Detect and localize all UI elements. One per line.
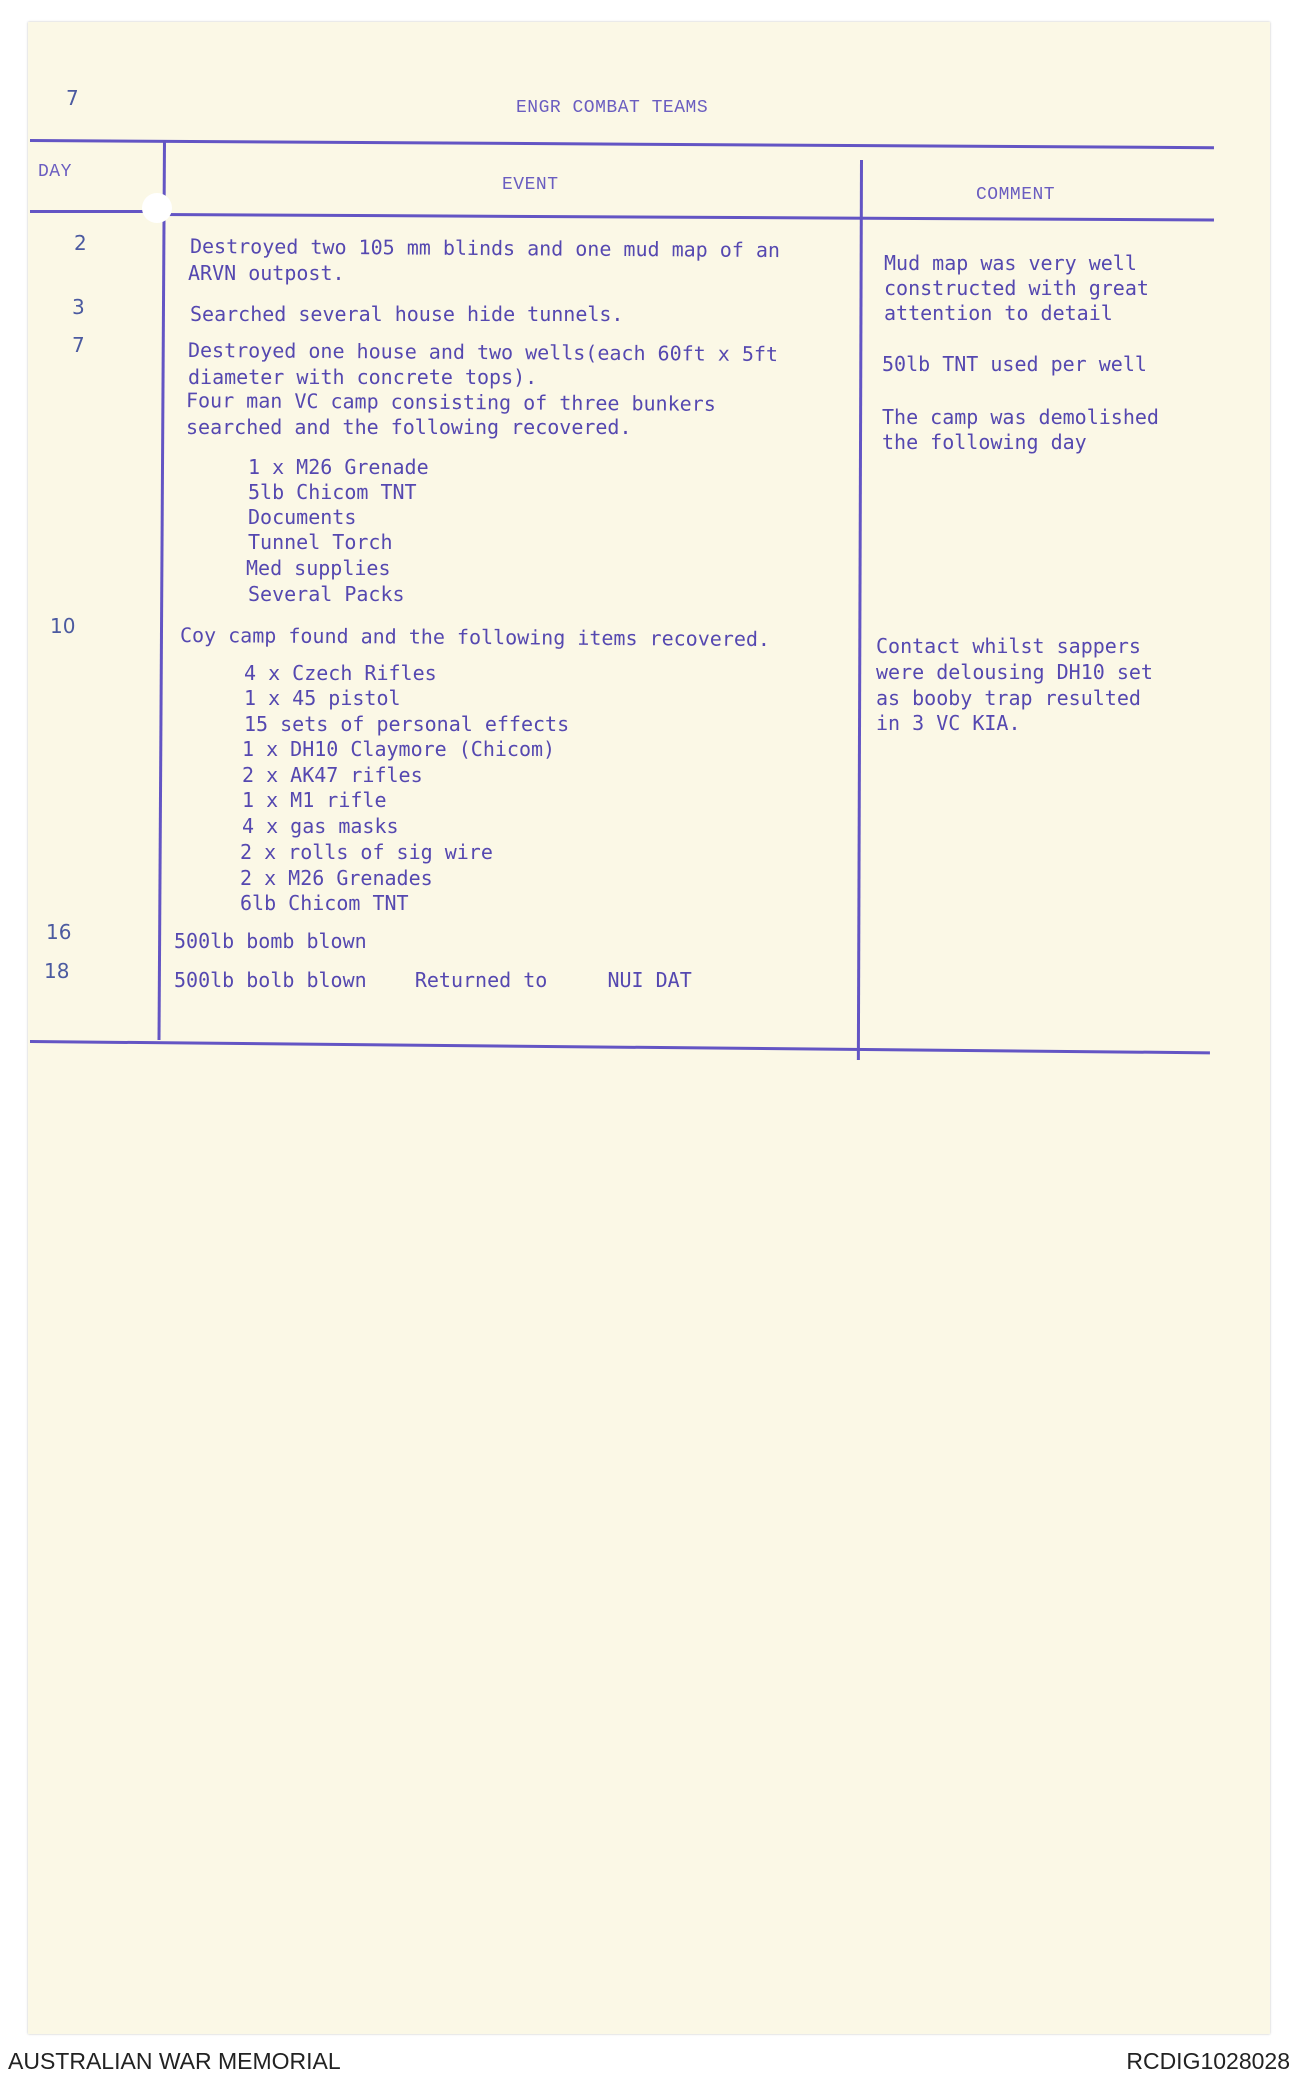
row-event-line: Searched several house hide tunnels. (190, 302, 624, 326)
row-event-line: 500lb bomb blown (174, 929, 367, 953)
list-item: 4 x Czech Rifles (244, 661, 437, 685)
row-comment-line: constructed with great (884, 276, 1149, 300)
list-item: Tunnel Torch (248, 530, 393, 554)
list-item: 15 sets of personal effects (244, 712, 570, 736)
header-event: EVENT (502, 175, 559, 195)
list-item: 2 x rolls of sig wire (240, 840, 493, 864)
list-item: 2 x M26 Grenades (240, 866, 433, 890)
list-item: 5lb Chicom TNT (248, 480, 417, 504)
row-event-line: Destroyed two 105 mm blinds and one mud map of an (189, 233, 781, 263)
row-day-7: 7 (72, 333, 85, 357)
row-comment-line: in 3 VC KIA. (876, 711, 1021, 735)
list-item: 1 x M26 Grenade (248, 455, 429, 479)
row-event-line: searched and the following recovered. (186, 415, 632, 439)
row-comment-line: the following day (882, 430, 1087, 454)
row-comment-line: were delousing DH10 set (876, 660, 1153, 684)
row-event-line: ARVN outpost. (188, 261, 345, 285)
list-item: Documents (248, 505, 357, 529)
list-item: 6lb Chicom TNT (240, 891, 409, 915)
list-item: 1 x 45 pistol (244, 686, 401, 710)
row-day-10: 10 (50, 614, 76, 638)
row-event-line: Four man VC camp consisting of three bunkers (185, 388, 716, 416)
header-day: DAY (38, 162, 72, 182)
row-event-line: 500lb bolb blown Returned to NUI DAT (174, 968, 692, 992)
row-comment-line: Mud map was very well (884, 251, 1137, 275)
list-item: 4 x gas masks (242, 814, 399, 838)
punch-hole (142, 193, 172, 223)
row-comment-line: The camp was demolished (882, 405, 1159, 429)
footer-archive-id: RCDIG1028028 (1126, 2048, 1290, 2074)
row-day-16: 16 (46, 920, 72, 944)
row-comment-line: attention to detail (884, 301, 1113, 325)
page-number: 7 (66, 86, 79, 110)
row-event-line: Destroyed one house and two wells(each 60ft x 5ft (187, 337, 779, 367)
list-item: 2 x AK47 rifles (242, 763, 423, 787)
header-comment: COMMENT (976, 185, 1056, 205)
row-day-2: 2 (74, 231, 87, 255)
row-day-18: 18 (44, 959, 70, 983)
list-item: Med supplies (246, 556, 391, 580)
row-comment-line: 50lb TNT used per well (882, 352, 1147, 376)
list-item: 1 x M1 rifle (242, 788, 387, 812)
row-day-3: 3 (72, 295, 85, 319)
list-item: 1 x DH10 Claymore (Chicom) (242, 737, 556, 761)
row-event-line: diameter with concrete tops). (188, 365, 538, 389)
page-title: ENGR COMBAT TEAMS (516, 98, 709, 118)
list-item: Several Packs (248, 582, 405, 606)
row-comment-line: as booby trap resulted (876, 686, 1141, 710)
row-event-line: Coy camp found and the following items recovered. (179, 622, 771, 652)
footer-archive-name: AUSTRALIAN WAR MEMORIAL (8, 2048, 341, 2074)
row-comment-line: Contact whilst sappers (876, 634, 1141, 658)
